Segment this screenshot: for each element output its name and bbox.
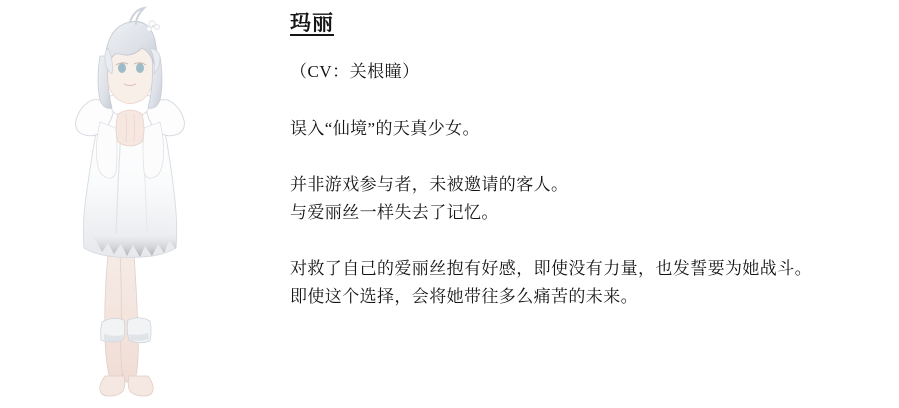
description-line: 即使这个选择，会将她带往多么痛苦的未来。	[290, 286, 638, 306]
character-name: 玛丽	[290, 12, 334, 35]
character-description-paragraph-1	[290, 115, 899, 143]
description-line: 对救了自己的爱丽丝抱有好感，即使没有力量，也发誓要为她战斗。	[290, 258, 812, 278]
illustration-column	[0, 0, 280, 408]
character-description-paragraph-3	[290, 255, 899, 311]
legs	[100, 254, 153, 396]
description-line: 并非游戏参与者，未被邀请的客人。	[290, 174, 569, 194]
head	[98, 8, 162, 108]
character-description-paragraph-2	[290, 171, 899, 227]
character-text-column	[280, 0, 899, 311]
character-illustration	[30, 4, 230, 404]
description-line: 误入“仙境”的天真少女。	[290, 118, 480, 138]
hair-flower	[147, 21, 160, 32]
description-line: 与爱丽丝一样失去了记忆。	[290, 202, 499, 222]
character-cv: （CV：关根瞳）	[290, 62, 420, 82]
